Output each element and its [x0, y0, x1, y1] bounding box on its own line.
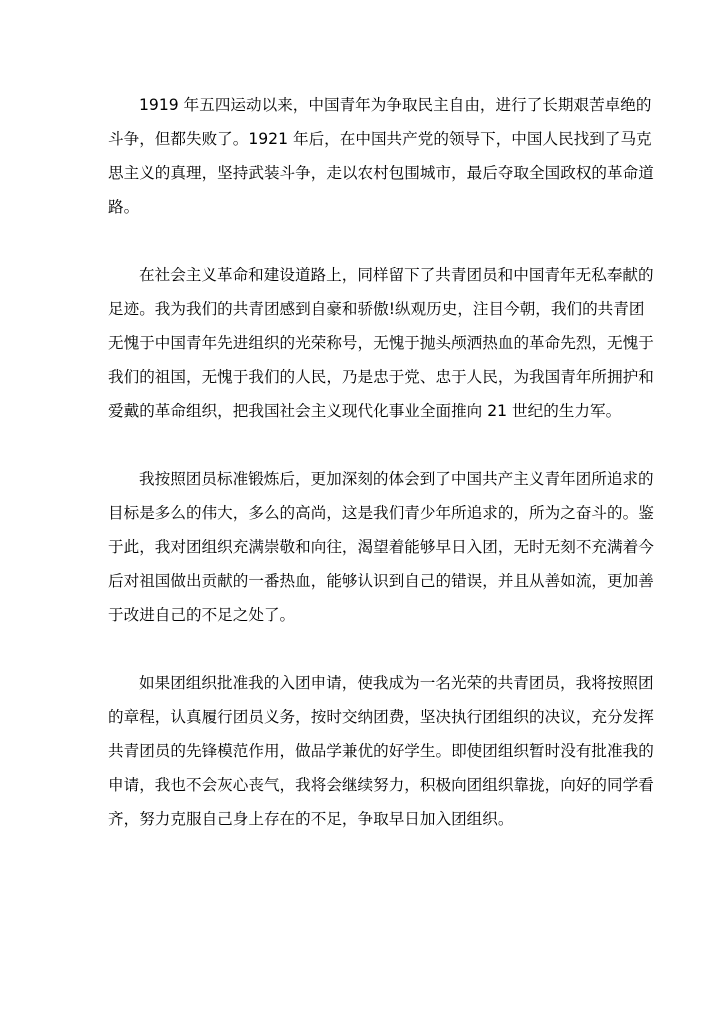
text-line: 如果团组织批准我的入团申请，使我成为一名光荣的共青团员，我将按照团: [139, 674, 654, 692]
text-line: 后对祖国做出贡献的一番热血，能够认识到自己的错误，并且从善如流，更加善: [108, 572, 654, 590]
text-line: 在社会主义革命和建设道路上，同样留下了共青团员和中国青年无私奉献的: [139, 266, 654, 284]
text-line: 思主义的真理，坚持武装斗争，走以农村包围城市，最后夺取全国政权的革命道: [108, 164, 654, 182]
text-line: 我们的祖国，无愧于我们的人民，乃是忠于党、忠于人民，为我国青年所拥护和: [108, 368, 654, 386]
text-line: 于改进自己的不足之处了。: [108, 606, 296, 624]
paragraph-member-standards: [108, 462, 654, 632]
text-line: 齐，努力克服自己身上存在的不足，争取早日加入团组织。: [108, 810, 514, 828]
text-line: 路。: [108, 198, 140, 216]
text-line: 足迹。我为我们的共青团感到自豪和骄傲!纵观历史，注目今朝，我们的共青团: [108, 300, 645, 318]
text-line: 爱戴的革命组织，把我国社会主义现代化事业全面推向 21 世纪的生力军。: [108, 402, 622, 420]
text-line: 申请，我也不会灰心丧气，我将会继续努力，积极向团组织靠拢，向好的同学看: [108, 776, 654, 794]
text-line: 共青团员的先锋模范作用，做品学兼优的好学生。即使团组织暂时没有批准我的: [108, 742, 654, 760]
paragraph-application-pledge: [108, 666, 654, 836]
paragraph-league-pride: [108, 258, 654, 428]
text-line: 无愧于中国青年先进组织的光荣称号，无愧于抛头颅洒热血的革命先烈，无愧于: [108, 334, 654, 352]
text-line: 斗争，但都失败了。1921 年后，在中国共产党的领导下，中国人民找到了马克: [108, 130, 652, 148]
text-line: 1919 年五四运动以来，中国青年为争取民主自由，进行了长期艰苦卓绝的: [139, 96, 652, 114]
text-line: 目标是多么的伟大，多么的高尚，这是我们青少年所追求的，所为之奋斗的。鉴: [108, 504, 654, 522]
text-line: 于此，我对团组织充满崇敬和向往，渴望着能够早日入团，无时无刻不充满着今: [108, 538, 654, 556]
document-body: [108, 88, 654, 870]
text-line: 我按照团员标准锻炼后，更加深刻的体会到了中国共产主义青年团所追求的: [139, 470, 654, 488]
text-line: 的章程，认真履行团员义务，按时交纳团费，坚决执行团组织的决议，充分发挥: [108, 708, 654, 726]
paragraph-may-fourth: [108, 88, 654, 224]
